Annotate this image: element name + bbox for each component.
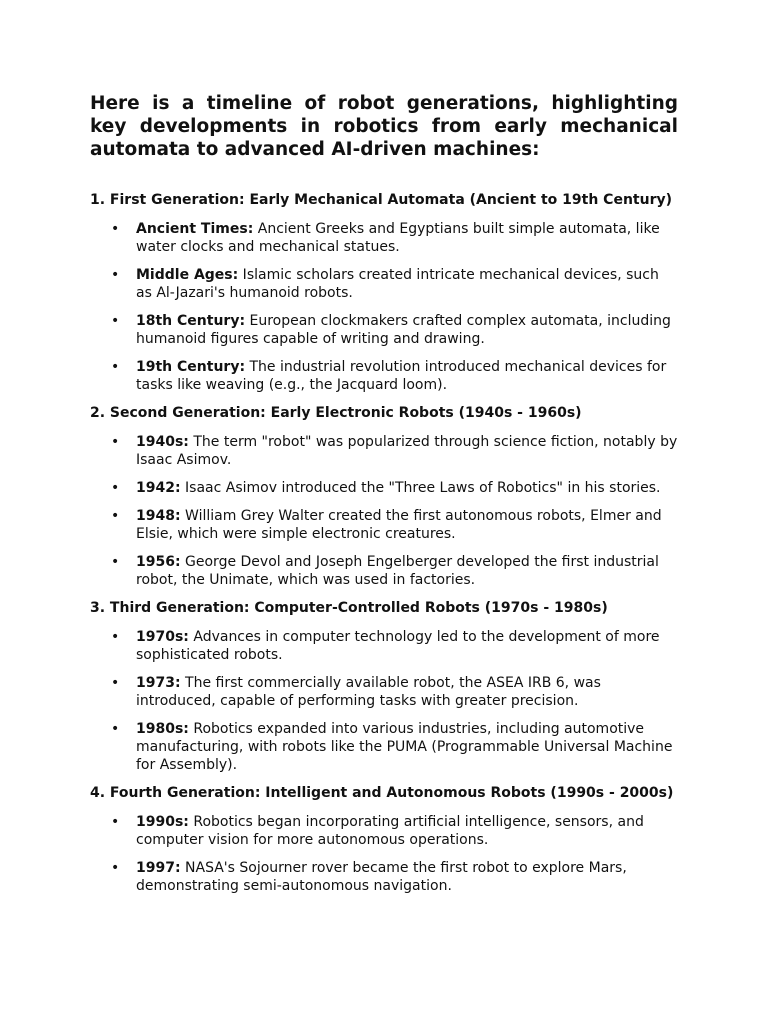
list-item [90,312,678,348]
section-first-generation [90,191,678,394]
item-label: 1970s: [136,629,189,645]
section-heading: 1. First Generation: Early Mechanical Automata (Ancient to 19th Century) [90,192,672,208]
section-third-generation [90,599,678,774]
item-text: NASA's Sojourner rover became the first robot to explore Mars, demonstrating semi-autonomous navigation. [136,860,627,894]
document-title: Here is a timeline of robot generations, highlighting key developments in robotics from early mechanical automata to advanced AI-driven machines: [90,93,678,160]
item-text: Robotics began incorporating artificial intelligence, sensors, and computer vision for more autonomous operations. [136,814,644,848]
list-item [90,628,678,664]
list-item [90,433,678,469]
item-text: George Devol and Joseph Engelberger developed the first industrial robot, the Unimate, which was used in factories. [136,554,659,588]
section-item-list [90,220,678,394]
item-text: Islamic scholars created intricate mechanical devices, such as Al-Jazari's humanoid robots. [136,267,659,301]
list-item [90,674,678,710]
item-label: 1948: [136,508,181,524]
item-label: 1997: [136,860,181,876]
item-text: Advances in computer technology led to the development of more sophisticated robots. [136,629,660,663]
list-item [90,220,678,256]
item-text: Robotics expanded into various industries, including automotive manufacturing, with robots like the PUMA (Programmable Universal Machine for Assembly). [136,721,673,773]
section-fourth-generation [90,784,678,895]
item-label: 1942: [136,480,181,496]
item-label: 19th Century: [136,359,246,375]
item-text: The first commercially available robot, the ASEA IRB 6, was introduced, capable of performing tasks with greater precision. [136,675,601,709]
item-text: The term "robot" was popularized through science fiction, notably by Isaac Asimov. [136,434,678,468]
list-item [90,813,678,849]
list-item [90,507,678,543]
section-item-list [90,433,678,589]
section-heading: 4. Fourth Generation: Intelligent and Autonomous Robots (1990s - 2000s) [90,785,674,801]
item-label: 1973: [136,675,181,691]
item-text: Isaac Asimov introduced the "Three Laws of Robotics" in his stories. [180,480,661,496]
item-label: 1940s: [136,434,189,450]
item-label: Middle Ages: [136,267,239,283]
timeline-sections [90,191,678,895]
item-text: Ancient Greeks and Egyptians built simple automata, like water clocks and mechanical statues. [136,221,660,255]
section-heading: 3. Third Generation: Computer-Controlled Robots (1970s - 1980s) [90,600,608,616]
item-label: 1956: [136,554,181,570]
section-item-list [90,813,678,895]
section-heading: 2. Second Generation: Early Electronic Robots (1940s - 1960s) [90,405,582,421]
item-label: 1980s: [136,721,189,737]
list-item [90,358,678,394]
item-text: European clockmakers crafted complex automata, including humanoid figures capable of writing and drawing. [136,313,671,347]
item-text: William Grey Walter created the first autonomous robots, Elmer and Elsie, which were simple electronic creatures. [136,508,662,542]
item-label: 18th Century: [136,313,246,329]
list-item [90,266,678,302]
item-text: The industrial revolution introduced mechanical devices for tasks like weaving (e.g., the Jacquard loom). [136,359,667,393]
item-label: Ancient Times: [136,221,254,237]
item-label: 1990s: [136,814,189,830]
list-item [90,859,678,895]
list-item [90,553,678,589]
section-second-generation [90,404,678,589]
section-item-list [90,628,678,774]
list-item [90,720,678,774]
list-item [90,479,678,497]
